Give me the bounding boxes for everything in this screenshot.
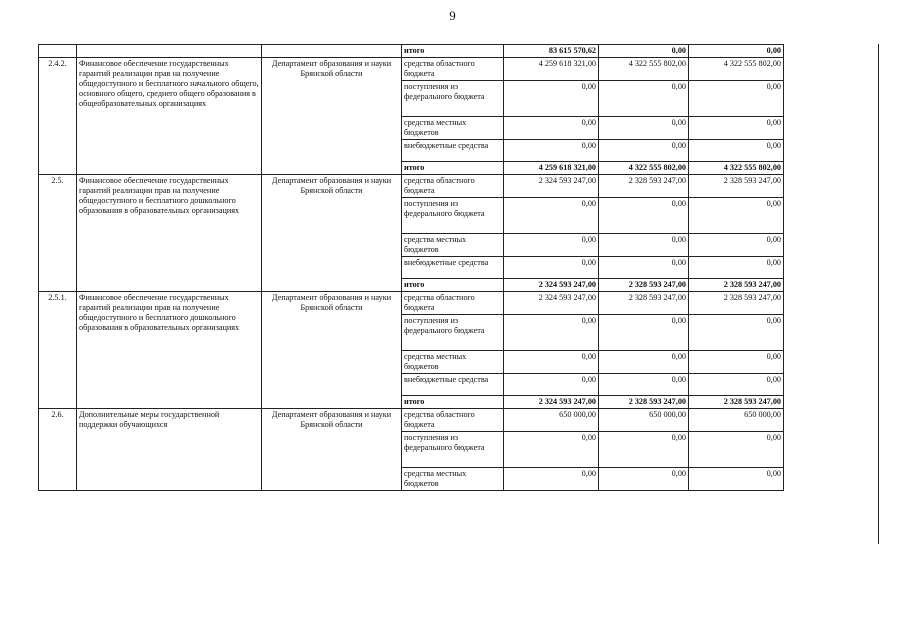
amount-cell: 650 000,00 (504, 409, 599, 432)
amount-cell: 650 000,00 (689, 409, 784, 432)
source-label: средства областного бюджета (402, 409, 504, 432)
table-row (39, 58, 784, 81)
item-description: Финансовое обеспечение государственных гарантий реализации прав на получение общедоступного и бесплатного начального общего, основного общего, среднего общего образования в общеобразовательных организациях (77, 58, 262, 175)
amount-cell: 0,00 (504, 432, 599, 468)
amount-cell: 0,00 (504, 81, 599, 117)
amount-cell: 4 322 555 802,00 (599, 162, 689, 175)
source-label: внебюджетные средства (402, 140, 504, 162)
amount-cell: 0,00 (689, 140, 784, 162)
amount-cell: 0,00 (599, 81, 689, 117)
amount-cell: 0,00 (504, 198, 599, 234)
source-label: средства местных бюджетов (402, 351, 504, 374)
amount-cell: 0,00 (504, 234, 599, 257)
item-description: Финансовое обеспечение государственных гарантий реализации прав на получение общедоступного и бесплатного дошкольного образования в образовательных организациях (77, 292, 262, 409)
amount-cell: 0,00 (689, 45, 784, 58)
amount-cell: 0,00 (504, 374, 599, 396)
amount-cell: 2 328 593 247,00 (599, 292, 689, 315)
amount-cell: 0,00 (504, 140, 599, 162)
amount-cell: 2 324 593 247,00 (504, 279, 599, 292)
source-label: поступления из федерального бюджета (402, 198, 504, 234)
page-number: 9 (449, 8, 456, 23)
amount-cell: 0,00 (504, 257, 599, 279)
amount-cell: 0,00 (504, 315, 599, 351)
amount-cell: 0,00 (689, 432, 784, 468)
amount-cell: 0,00 (689, 198, 784, 234)
amount-cell: 2 328 593 247,00 (689, 175, 784, 198)
amount-cell: 0,00 (599, 374, 689, 396)
amount-cell: 2 324 593 247,00 (504, 175, 599, 198)
amount-cell: 0,00 (689, 351, 784, 374)
amount-cell: 83 615 570,62 (504, 45, 599, 58)
responsible-department: Департамент образования и науки Брянской области (262, 409, 402, 491)
source-label: средства областного бюджета (402, 175, 504, 198)
source-label: средства местных бюджетов (402, 117, 504, 140)
amount-cell: 4 322 555 802,00 (599, 58, 689, 81)
amount-cell: 0,00 (689, 117, 784, 140)
item-description: Финансовое обеспечение государственных гарантий реализации прав на получение общедоступного и бесплатного дошкольного образования в образовательных организациях (77, 175, 262, 292)
amount-cell: 4 259 618 321,00 (504, 162, 599, 175)
amount-cell: 2 328 593 247,00 (599, 396, 689, 409)
table-row (39, 409, 784, 432)
amount-cell: 4 322 555 802,00 (689, 162, 784, 175)
amount-cell: 0,00 (689, 468, 784, 491)
amount-cell: 0,00 (599, 315, 689, 351)
amount-cell: 0,00 (599, 351, 689, 374)
responsible-department: Департамент образования и науки Брянской области (262, 292, 402, 409)
source-label: внебюджетные средства (402, 374, 504, 396)
amount-cell: 650 000,00 (599, 409, 689, 432)
budget-table (38, 44, 784, 491)
amount-cell: 0,00 (504, 351, 599, 374)
amount-cell: 0,00 (689, 234, 784, 257)
amount-cell: 0,00 (599, 198, 689, 234)
amount-cell: 4 322 555 802,00 (689, 58, 784, 81)
amount-cell: 0,00 (504, 468, 599, 491)
source-label: средства областного бюджета (402, 292, 504, 315)
amount-cell: 2 324 593 247,00 (504, 292, 599, 315)
responsible-department: Департамент образования и науки Брянской области (262, 175, 402, 292)
amount-cell: 2 328 593 247,00 (689, 292, 784, 315)
source-label: средства областного бюджета (402, 58, 504, 81)
source-label: средства местных бюджетов (402, 468, 504, 491)
amount-cell: 4 259 618 321,00 (504, 58, 599, 81)
amount-cell: 0,00 (599, 432, 689, 468)
source-label: поступления из федерального бюджета (402, 432, 504, 468)
item-number: 2.6. (39, 409, 77, 491)
item-number: 2.5.1. (39, 292, 77, 409)
amount-cell: 0,00 (599, 468, 689, 491)
amount-cell: 0,00 (504, 117, 599, 140)
table-row (39, 45, 784, 58)
amount-cell: 0,00 (689, 374, 784, 396)
amount-cell: 2 324 593 247,00 (504, 396, 599, 409)
source-label: поступления из федерального бюджета (402, 315, 504, 351)
source-label: поступления из федерального бюджета (402, 81, 504, 117)
source-label: средства местных бюджетов (402, 234, 504, 257)
amount-cell: 2 328 593 247,00 (599, 279, 689, 292)
item-number: 2.4.2. (39, 58, 77, 175)
margin-rule (878, 44, 879, 544)
amount-cell: 0,00 (689, 315, 784, 351)
table-row (39, 292, 784, 315)
amount-cell: 0,00 (599, 257, 689, 279)
source-label: внебюджетные средства (402, 257, 504, 279)
source-label: итого (402, 45, 504, 58)
amount-cell: 0,00 (599, 45, 689, 58)
amount-cell: 0,00 (599, 234, 689, 257)
source-label: итого (402, 396, 504, 409)
responsible-department: Департамент образования и науки Брянской области (262, 58, 402, 175)
source-label: итого (402, 162, 504, 175)
item-number: 2.5. (39, 175, 77, 292)
amount-cell: 0,00 (599, 117, 689, 140)
amount-cell: 2 328 593 247,00 (689, 279, 784, 292)
source-label: итого (402, 279, 504, 292)
item-description: Дополнительные меры государственной поддержки обучающихся (77, 409, 262, 491)
amount-cell: 2 328 593 247,00 (689, 396, 784, 409)
table-row (39, 175, 784, 198)
amount-cell: 0,00 (689, 257, 784, 279)
amount-cell: 2 328 593 247,00 (599, 175, 689, 198)
amount-cell: 0,00 (689, 81, 784, 117)
amount-cell: 0,00 (599, 140, 689, 162)
